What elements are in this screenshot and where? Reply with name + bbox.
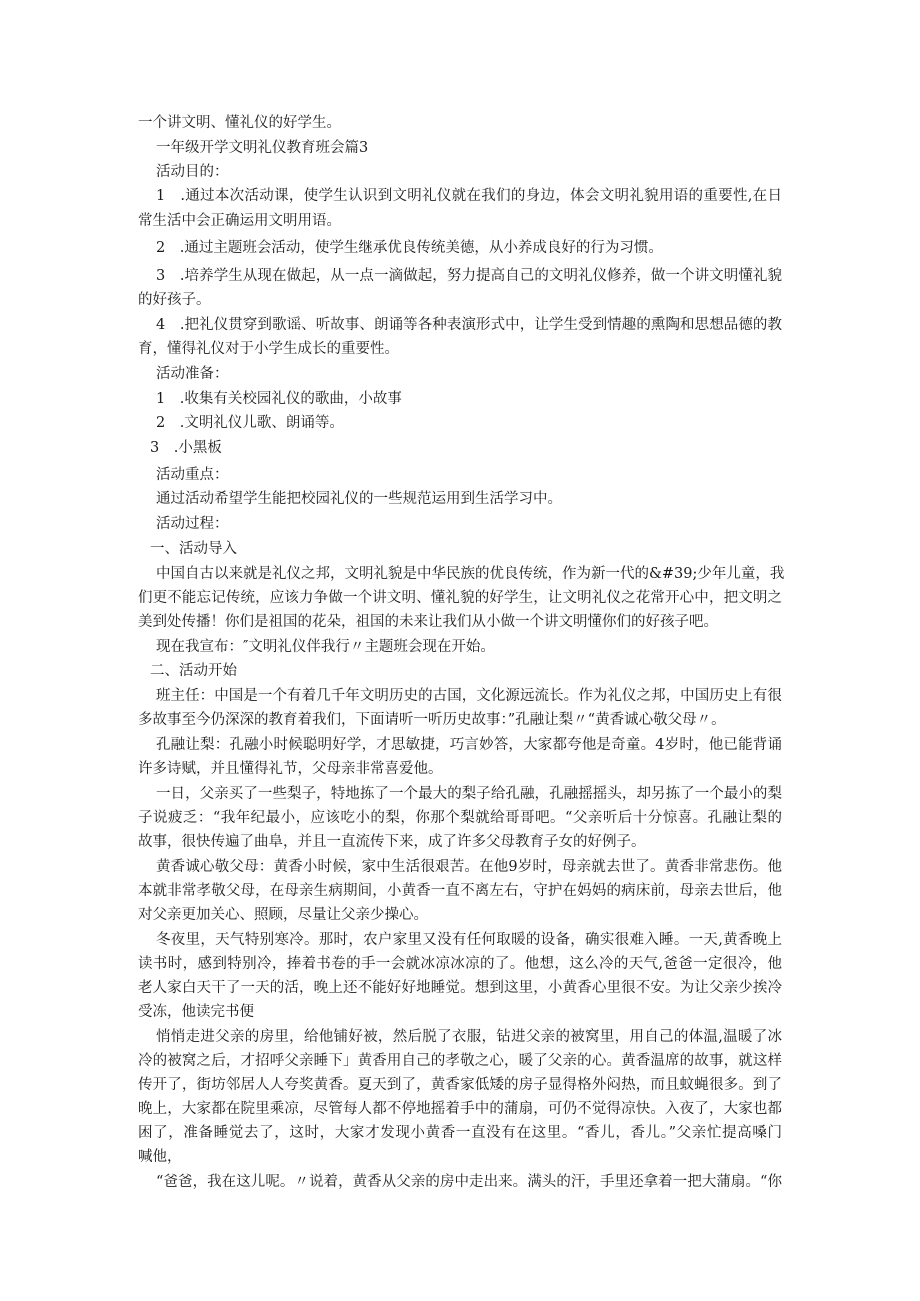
subheading: 活动重点： [156, 467, 229, 483]
text-line: 2 .文明礼仪儿歌、朗诵等。 [156, 415, 344, 431]
text-line: 2 .通过主题班会活动，使学生继承优良传统美德，从小养成良好的行为习惯。 [156, 240, 663, 256]
text-line: 晚上，大家都在院里乘凉，尽管每人都不停地摇着手中的蒲扇，可仍不觉得凉快。入夜了，大家也都 [138, 1101, 782, 1117]
text-line: 育，懂得礼仪对于小学生成长的重要性。 [138, 341, 399, 357]
text-line: 1 .通过本次活动课，使学生认识到文明礼仪就在我们的身边，体会文明礼貌用语的重要性,在日 [156, 188, 782, 204]
text-line: 冬夜里，天气特别寒冷。那时，农户家里又没有任何取暖的设备，确实很难入睡。一天,黄香晚上 [156, 932, 782, 948]
text-line: 读书时，感到特别冷，捧着书卷的手一会就冰凉冰凉的了。他想，这么冷的天气,爸爸一定很冷，他 [138, 956, 782, 972]
text-line: 美到处传播！你们是祖国的花朵，祖国的未来让我们从小做一个讲文明懂你们的好孩子吧。 [138, 614, 718, 630]
section-heading: 一年级开学文明礼仪教育班会篇3 [156, 140, 369, 156]
text-line: 本就非常孝敬父母，在母亲生病期间，小黄香一直不离左右，守护在妈妈的病床前，母亲去世后，他 [138, 883, 782, 899]
text-line: 黄香诚心敬父母：黄香小时候，家中生活很艰苦。在他9岁时，母亲就去世了。黄香非常悲伤。他 [156, 859, 782, 875]
text-line: 3 .培养学生从现在做起，从一点一滴做起，努力提高自己的文明礼仪修养，做一个讲文明懂礼貌 [156, 268, 782, 284]
text-line: 对父亲更加关心、照顾，尽量让父亲少操心。 [138, 907, 428, 923]
text-line: 班主任：中国是一个有着几千年文明历史的古国，文化源远流长。作为礼仪之邦，中国历史上有很 [156, 688, 782, 704]
text-line: 中国自古以来就是礼仪之邦，文明礼貌是中华民族的优良传统，作为新一代的&#39;少年儿童，我 [156, 566, 785, 582]
text-line: 传开了，街坊邻居人人夸奖黄香。夏天到了，黄香家低矮的房子显得格外闷热，而且蚊蝇很多。到了 [138, 1077, 782, 1093]
text-line: 多故事至今仍深深的教育着我们，下面请听一听历史故事：”孔融让梨〃“黄香诚心敬父母〃。 [138, 712, 726, 728]
subheading: 活动准备： [156, 366, 229, 382]
text-line: 3 .小黑板 [150, 440, 222, 456]
text-line: 故事，很快传遍了曲阜，并且一直流传下来，成了许多父母教育子女的好例子。 [138, 834, 646, 850]
text-line: 许多诗赋，并且懂得礼节，父母亲非常喜爱他。 [138, 761, 443, 777]
text-line: 的好孩子。 [138, 292, 211, 308]
text-line: 们更不能忘记传统，应该力争做一个讲文明、懂礼貌的好学生，让文明礼仪之花常开心中，把文明之 [138, 590, 782, 606]
text-line: 通过活动希望学生能把校园礼仪的一些规范运用到生活学习中。 [156, 491, 562, 507]
text-line: “爸爸，我在这儿呢。〃说着，黄香从父亲的房中走出来。满头的汗，手里还拿着一把大蒲扇。“你 [156, 1174, 782, 1190]
text-line: 子说疲乏：“我年纪最小，应该吃小的梨，你那个梨就给哥哥吧。“父亲听后十分惊喜。孔融让梨的 [138, 810, 782, 826]
subheading: 活动过程： [156, 516, 229, 532]
text-line: 冷的被窝之后，才招呼父亲睡下」黄香用自己的孝敬之心，暖了父亲的心。黄香温席的故事，就这样 [138, 1053, 782, 1069]
subheading: 活动目的： [156, 164, 229, 180]
text-line: 困了，准备睡觉去了，这时，大家才发现小黄香一直没有在这里。“香儿，香儿。”父亲忙提高嗓门 [138, 1125, 782, 1141]
text-line: 老人家白天干了一天的活，晚上还不能好好地睡觉。想到这里，小黄香心里很不安。为让父亲少挨冷 [138, 980, 782, 996]
text-line: 喊他， [138, 1149, 182, 1165]
text-line: 4 .把礼仪贯穿到歌谣、听故事、朗诵等各种表演形式中，让学生受到情趣的熏陶和思想品德的教 [156, 317, 782, 333]
subheading: 二、活动开始 [150, 663, 237, 679]
text-line: 受冻，他读完书便 [138, 1004, 254, 1020]
text-line: 一个讲文明、懂礼仪的好学生。 [138, 115, 341, 131]
text-line: 1 .收集有关校园礼仪的歌曲，小故事 [156, 391, 402, 407]
text-line: 一日，父亲买了一些梨子，特地拣了一个最大的梨子给孔融，孔融摇摇头，却另拣了一个最小的梨 [156, 786, 782, 802]
text-line: 孔融让梨：孔融小时候聪明好学，才思敏捷，巧言妙答，大家都夸他是奇童。4岁时，他已能背诵 [156, 737, 782, 753]
text-line: 现在我宣布：″文明礼仪伴我行〃主题班会现在开始。 [156, 639, 495, 655]
text-line: 悄悄走进父亲的房里，给他铺好被，然后脱了衣服，钻进父亲的被窝里，用自己的体温,温暖了冰 [156, 1029, 782, 1045]
subheading: 一、活动导入 [150, 541, 237, 557]
text-line: 常生活中会正确运用文明用语。 [138, 213, 341, 229]
